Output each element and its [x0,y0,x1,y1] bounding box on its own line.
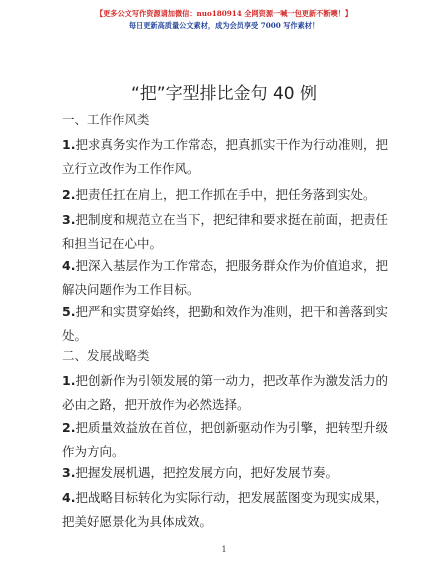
list-item [62,486,398,534]
item-text: 把创新作为引领发展的第一动力，把改革作为激发活力的必由之路，把开放作为必然选择。 [62,373,388,412]
item-text: 把责任扛在肩上，把工作抓在手中，把任务落到实处。 [75,187,376,202]
item-text: 把战略目标转化为实际行动，把发展蓝图变为现实成果，把美好愿景化为具体成效。 [62,490,388,529]
banner-member-line: 每日更新高质量公文素材，成为会员享受 7000 写作素材！ [128,21,320,30]
list-item [62,208,398,256]
item-number: 4. [62,258,76,273]
list-item [62,133,398,181]
item-text: 把求真务实作为工作常态，把真抓实干作为行动准则，把立行立改作为工作作风。 [62,137,388,176]
section-heading-development-strategy: 二、发展战略类 [62,348,150,363]
item-number: 3. [62,212,76,227]
item-text: 把深入基层作为工作常态，把服务群众作为价值追求，把解决问题作为工作目标。 [62,258,388,297]
list-item [62,254,398,302]
list-item [62,300,398,348]
page-number: 1 [221,545,227,554]
list-item [62,183,398,207]
item-number: 2. [62,420,76,435]
header-banner [0,8,448,32]
item-number: 1. [62,137,76,152]
item-text: 把制度和规范立在当下，把纪律和要求挺在前面，把责任和担当记在心中。 [62,212,388,251]
item-number: 1. [62,373,76,388]
item-text: 把质量效益放在首位，把创新驱动作为引擎，把转型升级作为方向。 [62,420,388,459]
item-number: 5. [62,304,76,319]
list-item [62,369,398,417]
item-number: 2. [62,187,76,202]
item-number: 4. [62,490,76,505]
page-title: “把”字型排比金句 40 例 [130,84,318,104]
list-item [62,461,398,485]
banner-wechat-line: 【更多公文写作资源请加微信：nuo180914 全网资源一喊一包更新不断噢！】 [95,9,353,18]
section-heading-work-style: 一、工作作风类 [62,112,150,127]
item-text: 把握发展机遇，把控发展方向，把好发展节奏。 [75,465,338,480]
item-number: 3. [62,465,76,480]
item-text: 把严和实贯穿始终，把勤和效作为准则，把干和善落到实处。 [62,304,388,343]
list-item [62,416,398,464]
